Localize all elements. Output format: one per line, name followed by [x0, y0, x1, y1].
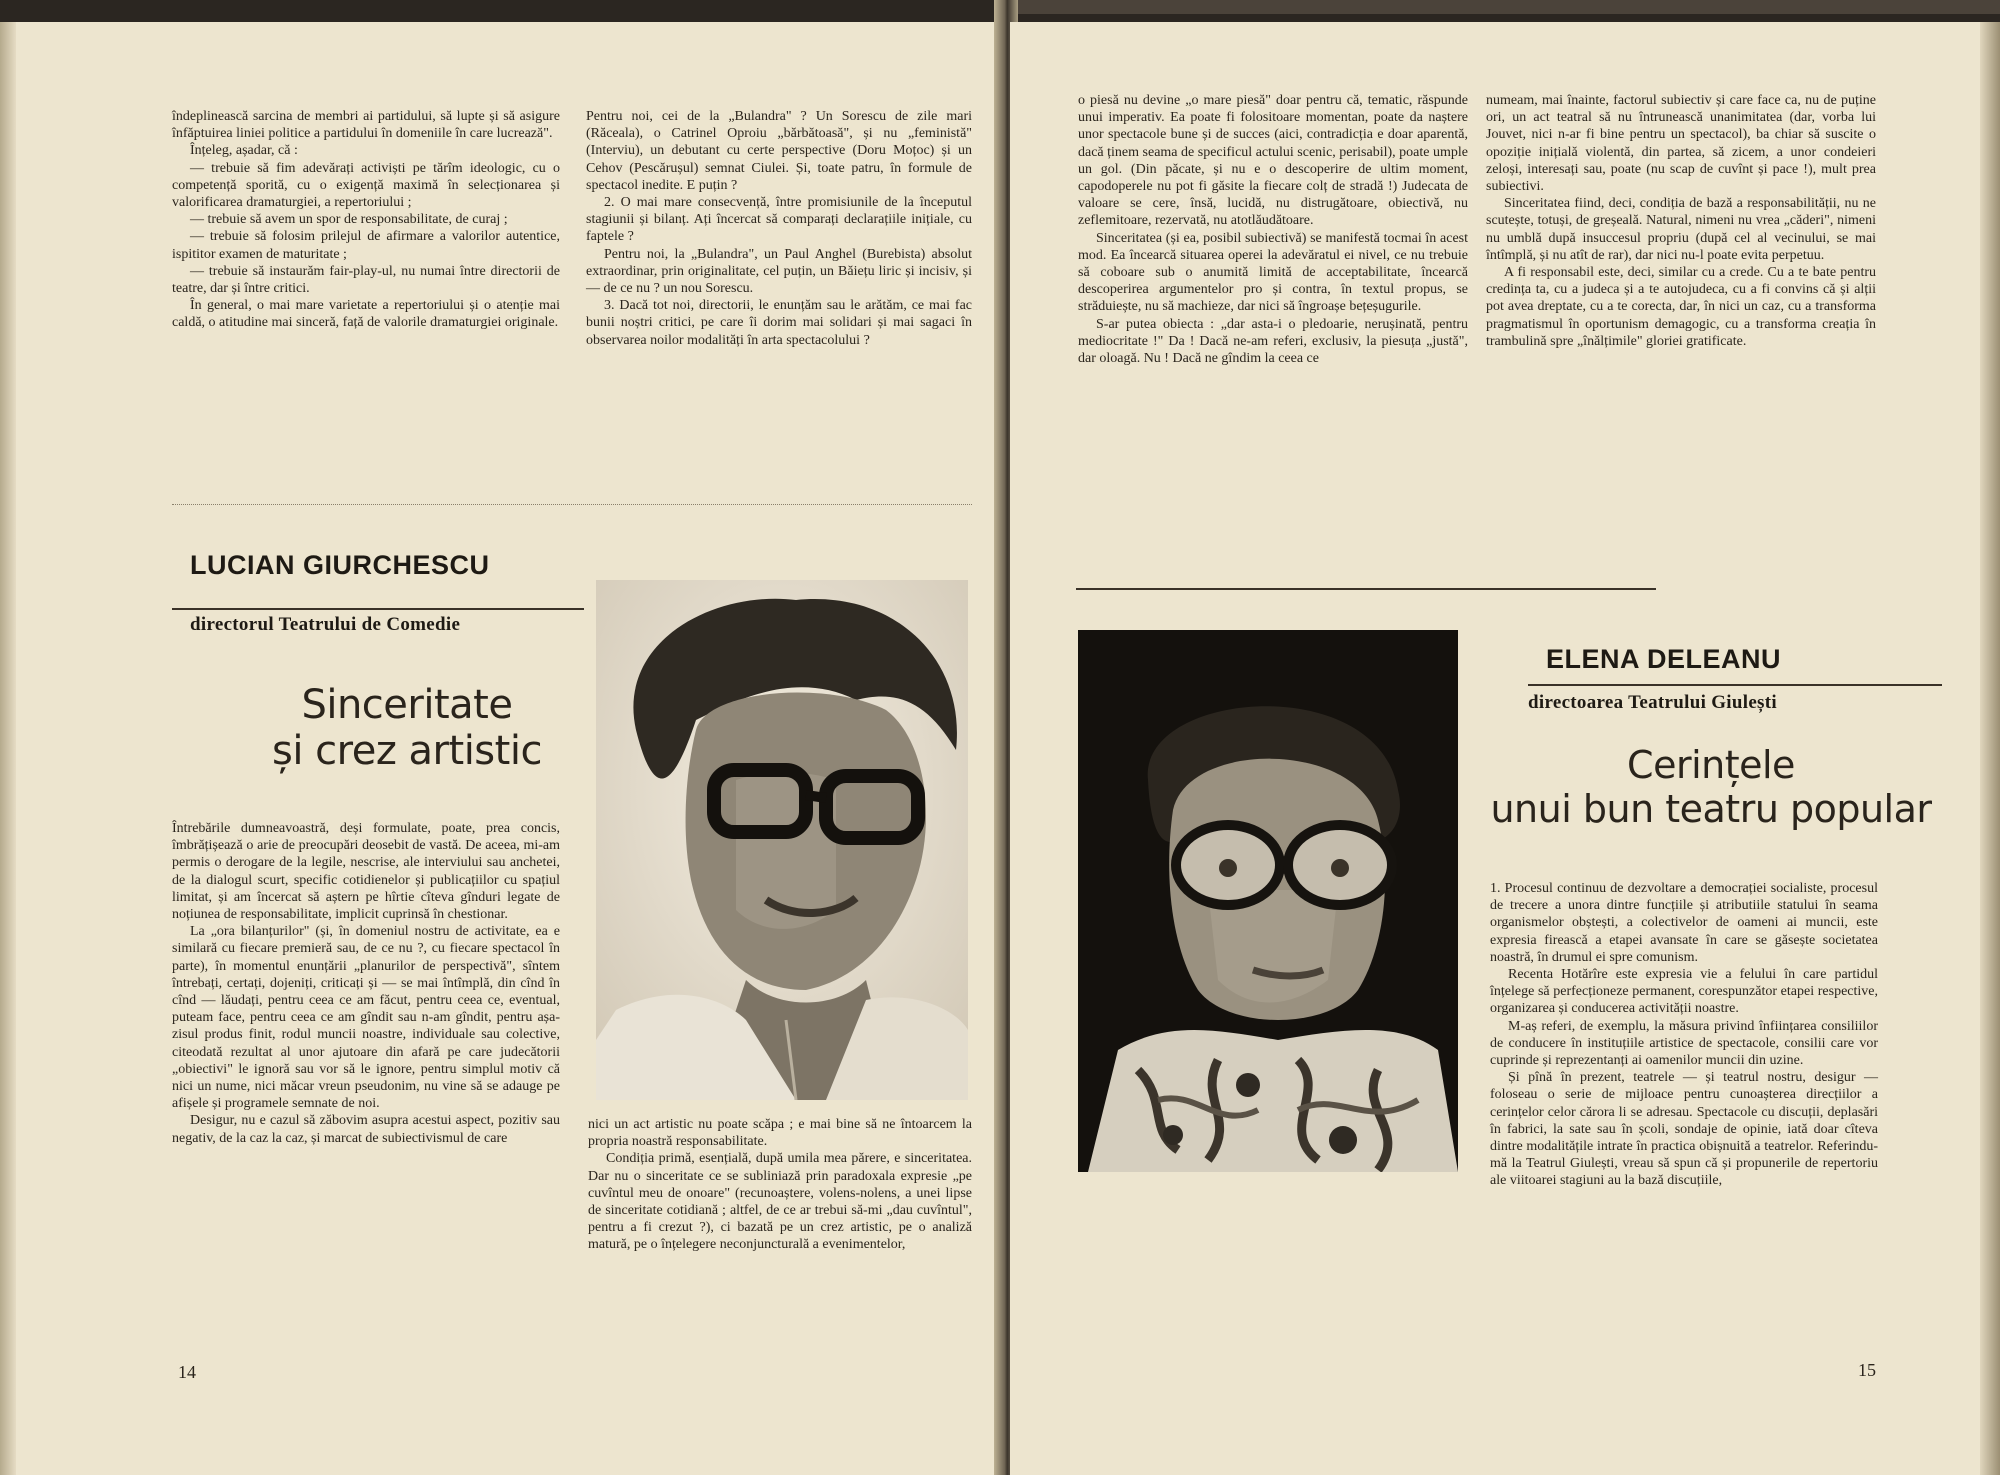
- paragraph: numeam, mai înainte, factorul subiectiv și care face ca, nu de puține ori, un act teatral să nu întrunească unanimitatea (dar, vorba lui Jouvet, nici n-ar fi bine pentru un spectacol), ba chiar să suscite o opoziție inițială violentă, din partea, să zicem, a unor condeieri zeloși, interesați sau, poate (nu scap de cuvînt și pace !), mult prea subiectivi.: [1486, 93, 1876, 195]
- title-line: Cerințele: [1627, 743, 1795, 787]
- paragraph: La „ora bilanțurilor" (și, în domeniul nostru de activitate, ea e similară cu fiecare premieră sau, de ce nu ?, cu fiecare spectacol în parte), în momentul enunțării „planurilor de perspectivă", sîntem întrebați, certați, dojeniți, criticați și — se mai întîmplă, din cînd în cînd — lăudați, pentru ceea ce am făcut, pentru ceea ce, eventual, puteam face, pentru ceea ce am gîndit sau n-am gîndit, pentru așa-zisul produs finit, rodul muncii noastre, individuale sau colective, citeodată rezultat al unor ajutoare din afară pe care judecătorii „obiectivi" le ignoră sau vor să le ignore, pentru simplul motiv că nici un nume, nici măcar vreun pseudonim, nu vine să se adauge pe afișele și programele semnate de noi.: [172, 924, 560, 1112]
- author-name: ELENA DELEANU: [1546, 644, 1782, 674]
- title-line: unui bun teatru popular: [1490, 786, 1932, 831]
- scan-top-border-right: [1010, 0, 2000, 14]
- title-line: și crez artistic: [272, 728, 542, 774]
- author-role: directoarea Teatrului Giulești: [1528, 692, 1777, 713]
- paragraph: Pentru noi, la „Bulandra", un Paul Anghel (Burebista) absolut extraordinar, prin originalitate, cel puțin, un Băiețu liric și incisiv, și — de ce nu ? un nou Sorescu.: [586, 246, 972, 297]
- page-number: 14: [178, 1362, 196, 1382]
- paragraph: Desigur, nu e cazul să zăbovim asupra acestui aspect, pozitiv sau negativ, de la caz la caz, și marcat de subiectivismul de care: [172, 1113, 560, 1146]
- left-page: [0, 22, 1006, 1475]
- paragraph: — trebuie să fim adevărați activiști pe tărîm ideologic, cu o competență sporită, cu o exigență maximă în selecționarea și valorificarea dramaturgiei, a repertoriului ;: [172, 160, 560, 211]
- section-divider: [1076, 588, 1656, 590]
- left-page-edge: [0, 22, 16, 1475]
- paragraph: nici un act artistic nu poate scăpa ; e mai bine să ne întoarcem la propria noastră responsabilitate.: [588, 1117, 972, 1150]
- paragraph: 2. O mai mare consecvență, între promisiunile de la începutul stagiunii și bilanț. Ați încercat să comparați declarațiile inițiale, cu faptele ?: [586, 195, 972, 245]
- article-title: [1486, 744, 1936, 831]
- left-col2-top: [586, 108, 972, 349]
- paragraph: îndeplinească sarcina de membri ai partidului, să lupte și să asigure înfăptuirea liniei politice a partidului în domeniile în care lucrează".: [172, 109, 560, 142]
- right-col2-top: [1486, 92, 1876, 350]
- paragraph: 1. Procesul continuu de dezvoltare a democrației socialiste, procesul de trecere a unora dintre funcțiile și atributiile statului în seama organismelor obștești, a colectivelor de oameni ai muncii, este expresia firească a etapei avansate în care se găsește societatea noastră, în drumul ei spre comunism.: [1490, 881, 1878, 965]
- name-underline: [1528, 684, 1942, 686]
- portrait-photo-lucian-giurchescu: [596, 580, 968, 1100]
- article-title: [272, 682, 542, 774]
- left-col2-bottom: [588, 1116, 972, 1254]
- paragraph: Recenta Hotărîre este expresia vie a felului în care partidul înțelege să perfecționeze permanent, corespunzător etapei respective, organizarea și conducerea activității noastre.: [1490, 967, 1878, 1017]
- author-role: directorul Teatrului de Comedie: [190, 614, 461, 635]
- paragraph: M-aș referi, de exemplu, la măsura privind înființarea consiliilor de conducere în instituțiile artistice de spectacole, consilii care vor cuprinde și reprezentanți ai oamenilor muncii din uzine.: [1490, 1018, 1878, 1069]
- paragraph: Pentru noi, cei de la „Bulandra" ? Un Sorescu de zile mari (Răceala), o Catrinel Oproiu „bărbătoasă", și nu „feministă" (Interviu), un debutant cu certe perspective (Doru Moțoc) și un Cehov (Pescărușul) semnat Ciulei. Și, toate patru, în formule de spectacol inedite. E puțin ?: [586, 109, 972, 193]
- paragraph: o piesă nu devine „o mare piesă" doar pentru că, tematic, răspunde unui imperativ. Ea poate fi folositoare momentan, poate da naștere unor spectacole bune și de succes (aici, contradicția e doar aparentă, dacă ținem seama de specificul actului scenic, perisabil), poate umple un gol. (Din păcate, și nu e o descoperire de ultim moment, capodoperele nu pot fi găsite la fiecare colț de stradă !) Judecata de valoare se cere, însă, lucidă, nu distrugătoare, obiectivă, nu zeflemitoare, rezervată, nu atotlăudătoare.: [1078, 93, 1468, 229]
- paragraph: — trebuie să folosim prilejul de afirmare a valorilor autentice, ispititor examen de maturitate ;: [172, 229, 560, 262]
- author-name: LUCIAN GIURCHESCU: [190, 550, 490, 580]
- paragraph: Înțeleg, așadar, că :: [190, 143, 298, 159]
- portrait-photo-elena-deleanu: [1078, 630, 1458, 1172]
- right-page-edge: [1980, 22, 2000, 1475]
- right-col2-bottom: [1490, 880, 1878, 1190]
- name-underline: [172, 608, 584, 610]
- left-col1-top: [172, 108, 560, 332]
- right-page: [1010, 22, 2000, 1475]
- paragraph: Sinceritatea (și ea, posibil subiectivă) se manifestă tocmai în acest mod. Ea încearcă situarea operei la adevăratul ei nivel, ce nu trebuie să coboare sub o anumită limită de acceptabilitate, încearcă descoperirea argumentelor pro și contra, în textul propus, se străduiește, nu să machieze, dar nici să îngroașe bețeșugurile.: [1078, 230, 1468, 315]
- section-divider: [172, 504, 972, 505]
- right-col1-top: [1078, 92, 1468, 367]
- title-line: Sinceritate: [301, 682, 513, 728]
- paragraph: Condiția primă, esențială, după umila mea părere, e sinceritatea. Dar nu o sinceritate ce se subliniază prin paradoxala expresie „pe cuvîntul meu de onoare" (recunoaștere, volens-nolens, a unei lipse de sinceritate cotidiană ; altfel, de ce ar trebui să-mi „dau cuvîntul", pentru a fi crezut ?), ci bazată pe un crez artistic, pe o analiză matură, pe o înțelegere neconjuncturală a evenimentelor,: [588, 1151, 972, 1253]
- paragraph: — trebuie să instaurăm fair-play-ul, nu numai între directorii de teatre, dar și între critici.: [172, 263, 560, 297]
- paragraph: Sinceritatea fiind, deci, condiția de bază a responsabilității, nu ne scutește, totuși, de greșeală. Natural, nimeni nu vrea „căderi", nimeni nu umblă după insuccesul propriu (după cel al vecinului, se mai întîmplă, și nu atît de rar), dar nici nu-l poate evita perpetuu.: [1486, 196, 1876, 263]
- paragraph: În general, o mai mare varietate a repertoriului și o atenție mai caldă, o atitudine mai sinceră, față de valorile dramaturgiei originale.: [172, 298, 560, 331]
- paragraph: — trebuie să avem un spor de responsabilitate, de curaj ;: [190, 212, 508, 228]
- paragraph: Și pînă în prezent, teatrele — și teatrul nostru, desigur — foloseau o serie de mijloace pentru cunoașterea direcțiilor a cerințelor celor cărora li se adresau. Spectacole cu discuții, deplasări în fabrici, la sate sau în școli, sondaje de opinie, iată doar cîteva dintre modalitățile intrate în practica obișnuită a teatrelor. Referindu-mă la Teatrul Giulești, vreau să spun că și propunerile de repertoriu ale viitoarei stagiuni au la bază discuțiile,: [1490, 1070, 1878, 1189]
- page-number: 15: [1858, 1360, 1876, 1380]
- paragraph: S-ar putea obiecta : „dar asta-i o pledoarie, nerușinată, pentru mediocritate !" Da ! Dacă ne-am referi, exclusiv, la piesuța „justă", dar oloagă. Nu ! Dacă ne gîndim la ceea ce: [1078, 316, 1468, 367]
- paragraph: A fi responsabil este, deci, similar cu a crede. Cu a te bate pentru credința ta, cu a judeca și a te autojudeca, cu a fi convins că și alții pot avea dreptate, cu a te corecta, dar, în nici un caz, cu a transforma pragmatismul în oportunism demagogic, cu a transforma creația în trambulină spre „înălțimile" gloriei gratificate.: [1486, 265, 1876, 349]
- paragraph: 3. Dacă tot noi, directorii, le enunțăm sau le arătăm, ce mai fac bunii noștri critici, pe care îi dorim mai solidari și mai sagaci în observarea noilor modalități în arta spectacolului ?: [586, 298, 972, 348]
- left-col1-bottom: [172, 820, 560, 1147]
- paragraph: Întrebările dumneavoastră, deși formulate, poate, prea concis, îmbrățișează o arie de preocupări deosebit de vastă. De aceea, mi-am permis o derogare de la legile, nescrise, ale interviului sau anchetei, de la dialogul scurt, specific cotidienelor și publicațiilor cu spațiul limitat, și am încercat să aștern pe hîrtie cîteva gînduri legate de noțiunea de responsabilitate, implicit cuprinsă în chestionar.: [172, 821, 560, 923]
